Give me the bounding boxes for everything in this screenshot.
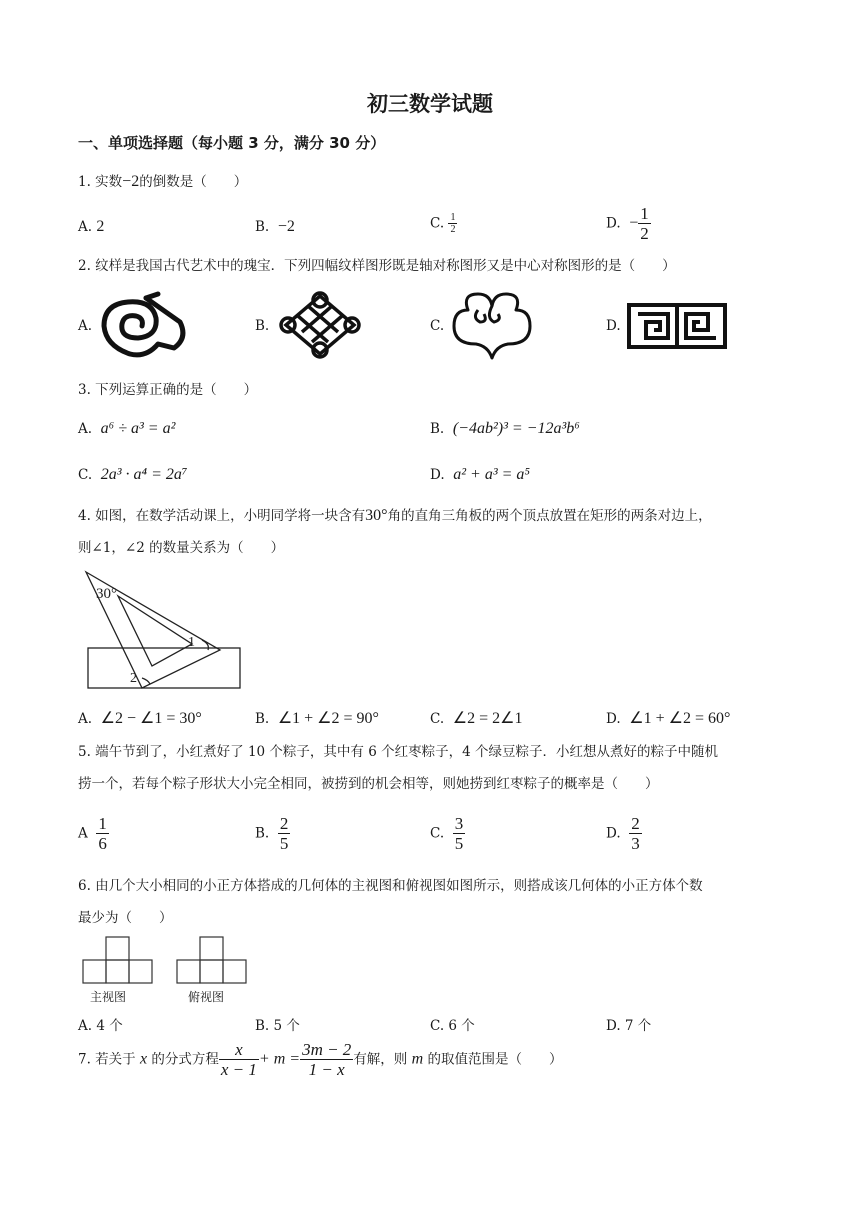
question-1-stem xyxy=(78,172,247,192)
q1-stem-text-b: 的倒数是（ ） xyxy=(139,174,248,190)
option-expression: a⁶ ÷ a³ = a² xyxy=(100,420,176,437)
fraction: $\frac{3}{5}$ xyxy=(454,814,464,853)
option-label: A. xyxy=(78,711,93,727)
q4-option-c[interactable] xyxy=(430,708,522,728)
option-expression: ∠1 + ∠2 = 90° xyxy=(277,710,379,727)
option-value: −2 xyxy=(277,218,295,235)
q3-option-a[interactable] xyxy=(78,420,175,438)
question-4-stem-line2: 则∠1，∠2 的数量关系为（ ） xyxy=(78,540,285,556)
q5-option-a[interactable] xyxy=(78,814,109,853)
q7-variable-m: m xyxy=(411,1050,424,1068)
fret-pattern-icon[interactable] xyxy=(626,302,728,350)
q3-option-d[interactable] xyxy=(430,466,530,484)
q2-option-c-label[interactable]: C. xyxy=(430,318,445,334)
q7-stem-text: 7. 若关于 xyxy=(78,1051,136,1068)
q7-stem-text: 的取值范围是（ ） xyxy=(427,1051,563,1068)
top-view-figure xyxy=(176,936,248,986)
q4-option-b[interactable] xyxy=(255,708,379,728)
q6-option-b[interactable]: B. 5 个 xyxy=(255,1018,300,1034)
q7-stem-text: 有解，则 xyxy=(353,1051,408,1068)
fraction: $\frac{2}{3}$ xyxy=(631,814,640,853)
q1-option-d[interactable] xyxy=(606,204,651,243)
option-label: B. xyxy=(430,421,445,437)
option-label: B. xyxy=(255,219,270,235)
minus-sign: − xyxy=(629,214,639,232)
question-4-stem-line1 xyxy=(78,506,712,526)
option-label: B. xyxy=(255,711,270,727)
question-3-stem: 3. 下列运算正确的是（ ） xyxy=(78,382,258,398)
q7-variable-x: x xyxy=(139,1050,148,1068)
angle-30-label: 30° xyxy=(96,586,117,602)
angle-2-label: 2 xyxy=(130,671,137,686)
option-value: 2 xyxy=(96,218,105,235)
option-label: B. xyxy=(255,825,270,842)
q7-fraction-1: $\frac{x}{x - 1}$ xyxy=(220,1040,257,1079)
option-label: A xyxy=(78,825,88,842)
option-expression: ∠1 + ∠2 = 60° xyxy=(629,710,731,727)
option-expression: a² + a³ = a⁵ xyxy=(453,466,530,483)
front-view-figure xyxy=(82,936,154,986)
q5-option-d[interactable] xyxy=(606,814,642,853)
q2-option-d-label[interactable]: D. xyxy=(606,318,621,334)
option-label: C. xyxy=(430,711,445,727)
q1-stem-math: −2 xyxy=(122,173,140,190)
q5-option-b[interactable] xyxy=(255,814,290,853)
question-2-stem: 2. 纹样是我国古代艺术中的瑰宝．下列四幅纹样图形既是轴对称图形又是中心对称图形的是（ ） xyxy=(78,258,676,274)
q4-stem-text-b: 角的直角三角板的两个顶点放置在矩形的两条对边上， xyxy=(387,508,712,524)
q6-option-d[interactable]: D. 7 个 xyxy=(606,1018,652,1034)
section-heading: 一、单项选择题（每小题 3 分，满分 30 分） xyxy=(78,134,386,152)
q3-option-b[interactable] xyxy=(430,420,580,438)
option-label: D. xyxy=(430,467,445,483)
option-label: A. xyxy=(78,421,93,437)
option-expression: ∠2 − ∠1 = 30° xyxy=(100,710,202,727)
q5-option-c[interactable] xyxy=(430,814,465,853)
q7-equation-middle: + m = xyxy=(258,1050,301,1068)
option-label: A. xyxy=(78,219,93,235)
page-title: 初三数学试题 xyxy=(367,92,493,116)
option-label: C. xyxy=(430,215,445,232)
fraction: $\frac{1}{6}$ xyxy=(98,814,107,853)
q6-option-c[interactable]: C. 6 个 xyxy=(430,1018,475,1034)
option-label: C. xyxy=(78,467,93,483)
q7-fraction-2: $\frac{3m - 2}{1 - x}$ xyxy=(302,1040,352,1079)
option-label: C. xyxy=(430,825,445,842)
q2-option-b-label[interactable]: B. xyxy=(255,318,270,334)
cloud-spiral-icon[interactable] xyxy=(98,290,190,362)
option-label: D. xyxy=(606,711,621,727)
angle-1-label: 1 xyxy=(188,635,195,650)
option-label: D. xyxy=(606,825,621,842)
q1-option-c[interactable] xyxy=(430,212,457,235)
q4-stem-math: 30° xyxy=(365,507,388,524)
option-expression: (−4ab²)³ = −12a³b⁶ xyxy=(452,420,580,437)
q1-stem-text-a: 1. 实数 xyxy=(78,174,123,190)
fraction: $\frac{1}{2}$ xyxy=(450,212,456,235)
q7-stem-text: 的分式方程 xyxy=(151,1051,219,1068)
option-expression: ∠2 = 2∠1 xyxy=(452,710,523,727)
q4-stem-text-a: 4. 如图，在数学活动课上，小明同学将一块含有 xyxy=(78,508,366,524)
front-view-caption: 主视图 xyxy=(90,990,127,1004)
q2-option-a-label[interactable]: A. xyxy=(78,318,93,334)
option-label: D. xyxy=(606,215,621,232)
question-7-stem xyxy=(78,1040,562,1079)
q1-option-a[interactable] xyxy=(78,218,104,236)
question-6-stem-line2: 最少为（ ） xyxy=(78,910,173,926)
triangle-ruler-figure xyxy=(84,570,244,692)
q3-option-c[interactable] xyxy=(78,466,187,484)
question-5-stem-line1: 5. 端午节到了，小红煮好了 10 个粽子，其中有 6 个红枣粽子，4 个绿豆粽子．小红想从煮好的粽子中随机 xyxy=(78,744,718,760)
endless-knot-icon[interactable] xyxy=(276,290,364,360)
fraction: $\frac{1}{2}$ xyxy=(640,204,649,243)
q6-option-a[interactable]: A. 4 个 xyxy=(78,1018,123,1034)
question-6-stem-line1: 6. 由几个大小相同的小正方体搭成的几何体的主视图和俯视图如图所示，则搭成该几何体的小正方体个数 xyxy=(78,878,703,894)
ruyi-cloud-icon[interactable] xyxy=(448,288,536,364)
q4-option-a[interactable] xyxy=(78,708,202,728)
q4-option-d[interactable] xyxy=(606,708,730,728)
q1-option-b[interactable] xyxy=(255,218,295,236)
question-5-stem-line2: 捞一个，若每个粽子形状大小完全相同，被捞到的机会相等，则她捞到红枣粽子的概率是（ ） xyxy=(78,776,659,792)
top-view-caption: 俯视图 xyxy=(188,990,225,1004)
fraction: $\frac{2}{5}$ xyxy=(279,814,289,853)
option-expression: 2a³ · a⁴ = 2a⁷ xyxy=(100,466,188,483)
